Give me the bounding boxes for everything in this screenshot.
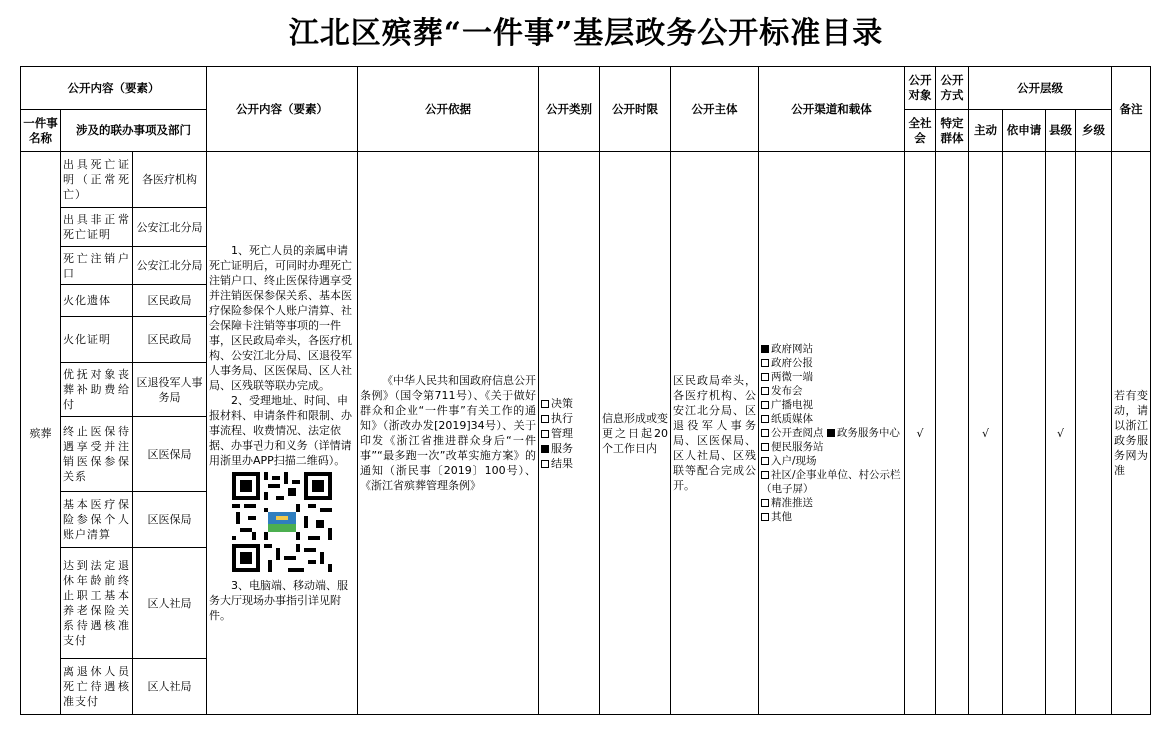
target-specific-mark — [936, 152, 969, 715]
item-cell: 火化遗体 — [61, 285, 133, 317]
category-option-management[interactable]: 管理 — [541, 426, 597, 441]
dept-cell: 区民政局 — [133, 285, 207, 317]
channel-option[interactable]: 政府公报 — [761, 356, 837, 370]
checkbox-icon — [761, 513, 769, 521]
checkbox-checked-icon — [541, 445, 549, 453]
channel-option[interactable]: 发布会 — [761, 384, 837, 398]
header-subject: 公开主体 — [671, 67, 759, 152]
checkbox-icon — [761, 387, 769, 395]
basis-cell: 《中华人民共和国政府信息公开条例》（国令第711号）、《关于做好群众和企业“一件事”有关工作的通知》（浙改办发[2019]34号）、关于印发《浙江省推进群众身后“一件事”“最多跑一次”改革实施方案》的通知（浙民事〔2019〕100号）、《浙江省殡葬管理条例》 — [358, 152, 539, 715]
checkbox-icon — [761, 401, 769, 409]
dept-cell: 区民政局 — [133, 317, 207, 363]
header-time-limit: 公开时限 — [600, 67, 671, 152]
page-title: 江北区殡葬“一件事”基层政务公开标准目录 — [288, 16, 884, 51]
notes-cell: 若有变动，请以浙江政务服务网为准 — [1112, 152, 1151, 715]
header-method: 公开方式 — [936, 67, 969, 110]
checkbox-icon — [761, 499, 769, 507]
dept-cell: 区医保局 — [133, 492, 207, 548]
header-method-apply: 依申请 — [1003, 110, 1046, 152]
channel-option[interactable]: 其他 — [761, 510, 837, 524]
checkbox-checked-icon — [827, 429, 835, 437]
channel-option[interactable]: 广播电视 — [761, 398, 837, 412]
header-target-specific: 特定群体 — [936, 110, 969, 152]
channel-option[interactable]: 政府网站 — [761, 342, 837, 356]
header-level-county: 县级 — [1046, 110, 1076, 152]
category-cell — [539, 152, 600, 715]
header-channel: 公开渠道和载体 — [759, 67, 905, 152]
item-cell: 优抚对象丧葬补助费给付 — [61, 363, 133, 417]
category-option-service[interactable]: 服务 — [541, 441, 597, 456]
item-cell: 达到法定退休年龄前终止职工基本养老保险关系待遇核准支付 — [61, 548, 133, 659]
checkbox-icon — [761, 429, 769, 437]
dept-cell: 公安江北分局 — [133, 208, 207, 247]
channel-option[interactable]: 纸质媒体 — [761, 412, 837, 426]
checkbox-icon — [761, 373, 769, 381]
checkbox-checked-icon — [761, 345, 769, 353]
category-option-execution[interactable]: 执行 — [541, 411, 597, 426]
header-linked-items: 涉及的联办事项及部门 — [61, 110, 207, 152]
header-content-elements: 公开内容（要素） — [21, 67, 207, 110]
dept-cell: 公安江北分局 — [133, 247, 207, 285]
header-content-elements-2: 公开内容（要素） — [207, 67, 358, 152]
header-target-all: 全社会 — [905, 110, 936, 152]
dept-cell: 区退役军人事务局 — [133, 363, 207, 417]
header-basis: 公开依据 — [358, 67, 539, 152]
channel-option[interactable]: 便民服务站 — [761, 440, 837, 454]
checkbox-icon — [761, 457, 769, 465]
thing-name-cell: 殡葬 — [21, 152, 61, 715]
category-option-decision[interactable]: 决策 — [541, 396, 597, 411]
qr-code-icon[interactable] — [232, 472, 332, 572]
subject-cell: 区民政局牵头，各医疗机构、公安江北分局、区退役军人事务局、区医保局、区人社局、区残联等配合完成公开。 — [671, 152, 759, 715]
content-paragraph-1: 1、死亡人员的亲属申请死亡证明后，可同时办理死亡注销户口、终止医保待遇享受并注销医保参保关系、基本医疗保险参保个人账户清算、社会保障卡注销等事项的一件事，区民政局牵头，各医疗机构、公安江北分局、区退役军人事务局、区医保局、区人社局、区残联等联办完成。 — [209, 244, 353, 392]
level-county-mark: √ — [1046, 152, 1076, 715]
dept-cell: 区人社局 — [133, 659, 207, 715]
item-cell: 出具死亡证明（正常死亡） — [61, 152, 133, 208]
content-cell — [207, 152, 358, 715]
channel-option[interactable]: 公开查阅点 政务服务中心 — [761, 426, 902, 440]
category-option-result[interactable]: 结果 — [541, 456, 597, 471]
level-town-mark — [1076, 152, 1112, 715]
channel-cell — [759, 152, 905, 715]
channel-option[interactable]: 入户/现场 — [761, 454, 837, 468]
checkbox-icon — [761, 443, 769, 451]
dept-cell: 区人社局 — [133, 548, 207, 659]
content-paragraph-3: 3、电脑端、移动端、服务大厅现场办事指引详见附件。 — [209, 579, 349, 622]
target-all-mark: √ — [905, 152, 936, 715]
item-cell: 终止医保待遇享受并注销医保参保关系 — [61, 417, 133, 492]
header-level: 公开层级 — [969, 67, 1112, 110]
method-active-mark: √ — [969, 152, 1003, 715]
dept-cell: 各医疗机构 — [133, 152, 207, 208]
content-paragraph-2: 2、受理地址、时间、申报材料、申请条件和限制、办事流程、收费情况、法定依据、办事권力和义务（详情请用浙里办APP扫描二维码）。 — [209, 394, 353, 467]
header-level-town: 乡级 — [1076, 110, 1112, 152]
header-method-active: 主动 — [969, 110, 1003, 152]
item-cell: 出具非正常死亡证明 — [61, 208, 133, 247]
checkbox-icon — [761, 415, 769, 423]
item-cell: 火化证明 — [61, 317, 133, 363]
header-target: 公开对象 — [905, 67, 936, 110]
dept-cell: 区医保局 — [133, 417, 207, 492]
time-limit-cell: 信息形成或变更之日起20个工作日内 — [600, 152, 671, 715]
header-thing-name: 一件事名称 — [21, 110, 61, 152]
channel-option[interactable]: 两微一端 — [761, 370, 837, 384]
checkbox-icon — [761, 471, 769, 479]
header-category: 公开类别 — [539, 67, 600, 152]
channel-option[interactable]: 社区/企事业单位、村公示栏（电子屏） — [761, 469, 901, 495]
item-cell: 离退休人员死亡待遇核准支付 — [61, 659, 133, 715]
item-cell: 基本医疗保险参保个人账户清算 — [61, 492, 133, 548]
channel-option[interactable]: 精准推送 — [761, 496, 837, 510]
method-apply-mark — [1003, 152, 1046, 715]
item-cell: 死亡注销户口 — [61, 247, 133, 285]
checkbox-icon — [761, 359, 769, 367]
checkbox-icon — [541, 415, 549, 423]
checkbox-icon — [541, 400, 549, 408]
checkbox-icon — [541, 430, 549, 438]
header-notes: 备注 — [1112, 67, 1151, 152]
checkbox-icon — [541, 460, 549, 468]
catalog-table — [20, 66, 1151, 715]
